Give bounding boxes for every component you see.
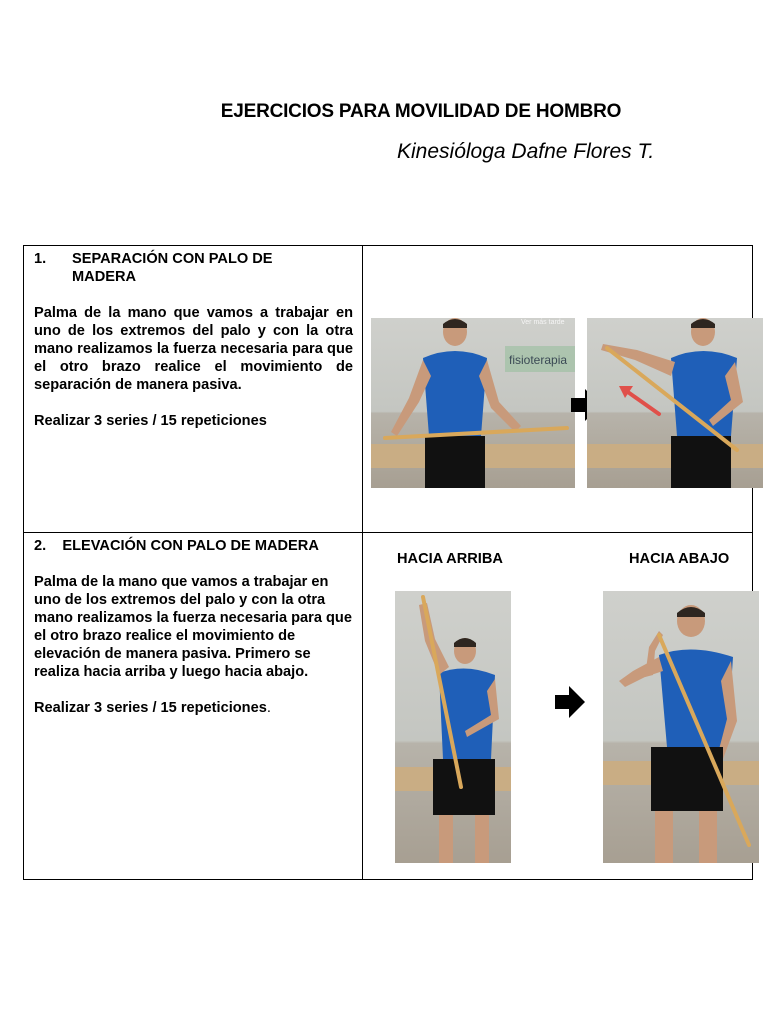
exercise-2-photo-down — [603, 591, 759, 863]
exercise-2-heading — [34, 537, 353, 555]
photo-overlay-text: Ver más tarde — [521, 319, 565, 326]
exercise-row-1 — [24, 246, 753, 533]
exercise-2-repetitions-line — [34, 699, 353, 717]
exercise-2-photo-up — [395, 591, 511, 863]
exercise-1-photo-end — [587, 318, 763, 488]
exercise-table — [23, 245, 753, 880]
label-down: HACIA ABAJO — [629, 551, 730, 567]
exercise-1-number: 1. — [34, 251, 47, 267]
exercise-1-description: Palma de la mano que vamos a trabajar en uno de los extremos del palo y con la otra mano realizamos la fuerza necesaria para que el otro brazo realice el movimiento de separación de manera pasiva. — [34, 305, 353, 393]
exercise-2-repetitions-end: . — [266, 700, 271, 716]
label-up: HACIA ARRIBA — [397, 551, 503, 567]
exercise-2-image-cell — [363, 533, 753, 880]
exercise-2-text-cell — [24, 533, 363, 880]
exercise-2-title: ELEVACIÓN CON PALO DE MADERA — [62, 538, 319, 554]
exercise-1-title — [72, 250, 273, 286]
exercise-2-number: 2. — [34, 538, 47, 554]
author-name: Kinesióloga Dafne Flores T. — [397, 140, 655, 163]
exercise-row-2 — [24, 533, 753, 880]
exercise-1-repetitions: Realizar 3 series / 15 repeticiones — [34, 413, 267, 429]
exercise-1-text-cell — [24, 246, 363, 533]
exercise-2-repetitions: Realizar 3 series / 15 repeticiones — [34, 700, 267, 716]
exercise-1-heading — [34, 250, 353, 286]
exercise-1-image-cell — [363, 246, 753, 533]
exercise-1-title-line1: SEPARACIÓN CON PALO DE — [72, 251, 273, 267]
exercise-1-photo-start — [371, 318, 575, 488]
arrow-right-icon — [553, 685, 587, 719]
exercise-1-title-line2: MADERA — [72, 269, 137, 285]
exercise-2-description: Palma de la mano que vamos a trabajar en uno de los extremos del palo y con la otra mano realizamos la fuerza necesaria para que el otro brazo realice el movimiento de elevación de manera pasiva. Primero se realiza hacia arriba y luego hacia abajo. — [34, 574, 352, 680]
document-title: EJERCICIOS PARA MOVILIDAD DE HOMBRO — [220, 101, 622, 122]
photo-wall-sign-text: fisioterapia — [509, 353, 568, 367]
